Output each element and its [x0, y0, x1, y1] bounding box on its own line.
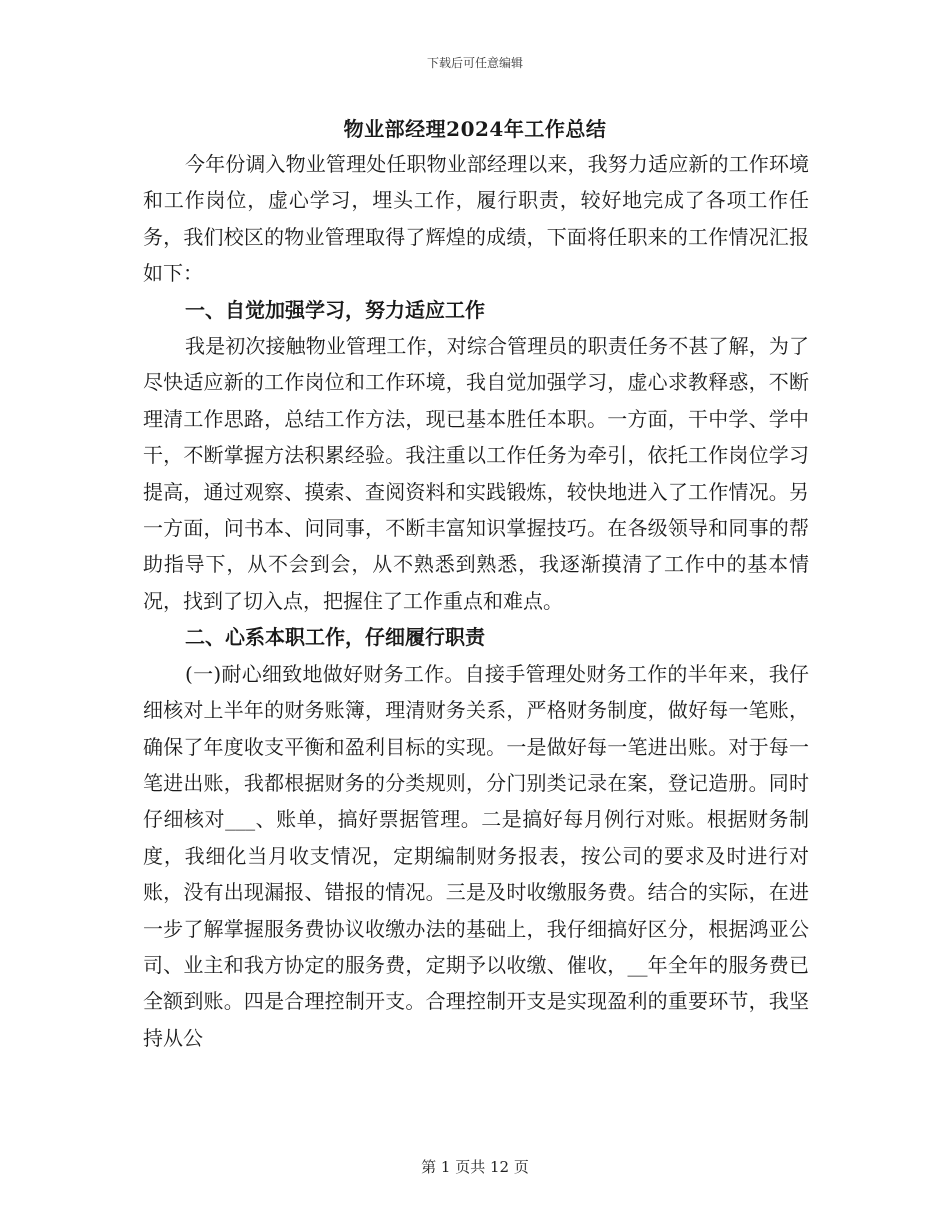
section-2-paragraph: (一)耐心细致地做好财务工作。自接手管理处财务工作的半年来，我仔细核对上半年的财务账簿，理清财务关系，严格财务制度，做好每一笔账，确保了年度收支平衡和盈利目标的实现。一是做好每一笔进出账。对于每一笔进出账，我都根据财务的分类规则，分门别类记录在案，登记造册。同时仔细核对___、账单，搞好票据管理。二是搞好每月例行对账。根据财务制度，我细化当月收支情况，定期编制财务报表，按公司的要求及时进行对账，没有出现漏报、错报的情况。三是及时收缴服务费。结合的实际，在进一步了解掌握服务费协议收缴办法的基础上，我仔细搞好区分，根据鸿亚公司、业主和我方协定的服务费，定期予以收缴、催收，__年全年的服务费已全额到账。四是合理控制开支。合理控制开支是实现盈利的重要环节，我坚持从公 — [143, 661, 809, 1050]
header-note: 下载后可任意编辑 — [426, 56, 523, 70]
document-body — [143, 146, 809, 1056]
section-1-heading: 一、自觉加强学习，努力适应工作 — [185, 297, 485, 322]
document-title: 物业部经理2024年工作总结 — [343, 117, 607, 141]
section-1-paragraph: 我是初次接触物业管理工作，对综合管理员的职责任务不甚了解，为了尽快适应新的工作岗位和工作环境，我自觉加强学习，虚心求教释惑，不断理清工作思路，总结工作方法，现已基本胜任本职。一方面，干中学、学中干，不断掌握方法积累经验。我注重以工作任务为牵引，依托工作岗位学习提高，通过观察、摸索、查阅资料和实践锻炼，较快地进入了工作情况。另一方面，问书本、问同事，不断丰富知识掌握技巧。在各级领导和同事的帮助指导下，从不会到会，从不熟悉到熟悉，我逐渐摸清了工作中的基本情况，找到了切入点，把握住了工作重点和难点。 — [143, 334, 809, 613]
page-footer: 第 1 页共 12 页 — [421, 1158, 529, 1176]
section-2-heading: 二、心系本职工作，仔细履行职责 — [185, 625, 485, 650]
intro-paragraph: 今年份调入物业管理处任职物业部经理以来，我努力适应新的工作环境和工作岗位，虚心学习，埋头工作，履行职责，较好地完成了各项工作任务，我们校区的物业管理取得了辉煌的成绩，下面将任职来的工作情况汇报如下： — [143, 152, 809, 286]
